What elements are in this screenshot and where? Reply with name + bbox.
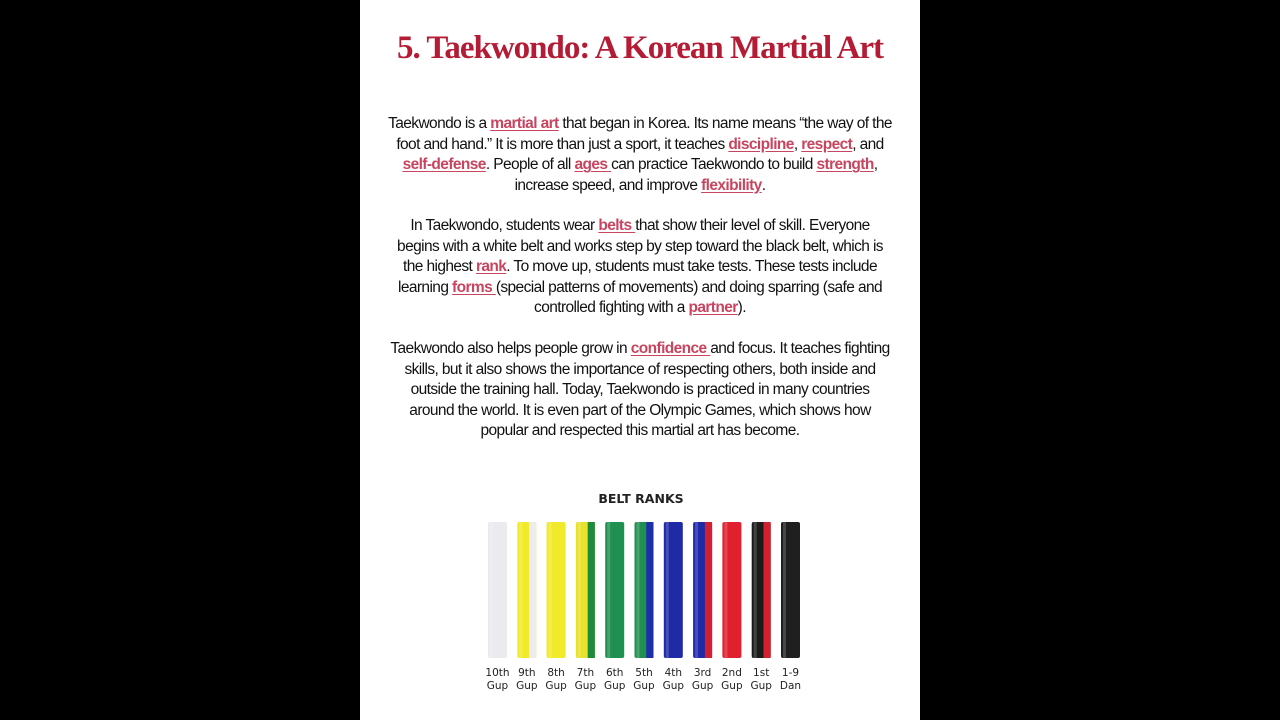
article-page xyxy=(360,0,920,720)
belt-3rd-Gup xyxy=(693,522,712,658)
text-span: (special patterns of movements) and doing sparring (safe and controlled fighting with a xyxy=(495,278,882,317)
belt-unit-label: Gup xyxy=(603,679,626,692)
belt-unit-label: Gup xyxy=(721,679,743,692)
belt-rank-label: 1-9 xyxy=(781,667,800,679)
belt-6th-Gup xyxy=(605,522,624,658)
belt-highlight xyxy=(519,522,522,658)
belt-label xyxy=(771,667,811,692)
belt-highlight xyxy=(490,522,493,658)
text-span: Taekwondo is a xyxy=(388,115,491,132)
belt-unit-label: Gup xyxy=(574,679,597,692)
belt-rank-label: 2nd xyxy=(721,667,742,679)
belt-unit-label: Gup xyxy=(662,679,685,692)
belt-unit-label: Gup xyxy=(545,679,567,692)
belt-highlight xyxy=(695,522,698,658)
belt-rank-label: 7th xyxy=(576,667,595,679)
text-span: and focus. It teaches fighting skills, but it also shows the importance of respecting others, both inside and outside the training hall. Today, Taekwondo is practiced in many countries around the world. It is even part of the Olympic Games, which shows how popular and respected this martial art has become. xyxy=(404,340,890,440)
link-forms[interactable]: forms xyxy=(452,278,496,296)
text-span: In Taekwondo, students wear xyxy=(410,217,599,234)
text-span: , increase speed, and improve xyxy=(514,156,878,194)
belt-10th-Gup xyxy=(488,522,507,658)
link-belts[interactable]: belts xyxy=(598,217,636,234)
belt-rank-label: 3rd xyxy=(693,667,712,679)
belt-2nd-Gup xyxy=(722,522,741,658)
text-span: can practice Taekwondo to build xyxy=(611,156,817,174)
belt-highlight xyxy=(549,522,552,658)
text-span: Taekwondo also helps people grow in xyxy=(390,340,631,357)
belt-unit-label: Gup xyxy=(486,679,509,692)
link-self-defense[interactable]: self-defense xyxy=(402,156,486,174)
belt-9th-Gup xyxy=(517,522,536,658)
belt-highlight xyxy=(724,522,727,658)
link-respect[interactable]: respect xyxy=(801,135,853,153)
link-confidence[interactable]: confidence xyxy=(630,340,711,357)
belt-stripe xyxy=(705,522,712,658)
belt-8th-Gup xyxy=(547,522,566,658)
belt-rank-label: 8th xyxy=(547,667,565,679)
belt-highlight xyxy=(666,522,669,658)
text-span: that began in Korea. Its name means “the way of the foot and hand.” It is more than just a sport, it teaches xyxy=(396,115,892,153)
belt-4th-Gup xyxy=(664,522,683,658)
text-span: , xyxy=(793,135,802,153)
belt-highlight xyxy=(637,522,640,658)
link-rank[interactable]: rank xyxy=(475,258,507,276)
belt-1st-Gup xyxy=(752,522,771,658)
link-discipline[interactable]: discipline xyxy=(728,135,794,153)
belt-stripe xyxy=(588,522,595,658)
link-ages[interactable]: ages xyxy=(574,156,612,174)
link-partner[interactable]: partner xyxy=(688,299,738,317)
belt-ranks-figure xyxy=(360,0,920,720)
text-span: . People of all xyxy=(485,156,575,174)
belt-highlight xyxy=(607,522,610,658)
text-span: . xyxy=(761,176,766,194)
belt-unit-label: Gup xyxy=(516,679,538,692)
belt-rank-label: 9th xyxy=(518,667,536,679)
belt-unit-label: Gup xyxy=(633,679,655,692)
belt-chart-title: BELT RANKS xyxy=(598,491,684,506)
belt-highlight xyxy=(783,522,786,658)
link-flexibility[interactable]: flexibility xyxy=(701,176,762,194)
belt-rank-label: 10th xyxy=(485,667,510,679)
belt-unit-label: Dan xyxy=(779,679,802,692)
belt-unit-label: Gup xyxy=(750,679,772,692)
text-span: that show their level of skill. Everyone begins with a white belt and works step by step toward the black belt, which is the highest xyxy=(397,217,883,276)
belt-rank-label: 6th xyxy=(605,667,624,679)
belt-5th-Gup xyxy=(635,522,654,658)
belt-rank-label: 1st xyxy=(753,667,770,679)
belt-rank-label: 4th xyxy=(664,667,683,679)
belt-stripe xyxy=(646,522,653,658)
link-martial-art[interactable]: martial art xyxy=(490,115,559,132)
belt-unit-label: Gup xyxy=(691,679,714,692)
link-strength[interactable]: strength xyxy=(816,156,874,174)
belt-highlight xyxy=(754,522,757,658)
text-span: . To move up, students must take tests. These tests include learning xyxy=(397,258,877,296)
text-span: , and xyxy=(852,135,884,153)
belt-stripe xyxy=(529,522,536,658)
article-title: 5. Taekwondo: A Korean Martial Art xyxy=(396,30,884,66)
belt-7th-Gup xyxy=(576,522,595,658)
belt-stripe xyxy=(763,522,770,658)
belt-1-9-Dan xyxy=(781,522,800,658)
belt-highlight xyxy=(578,522,581,658)
text-span: ). xyxy=(737,299,746,317)
belt-rank-label: 5th xyxy=(635,667,653,679)
